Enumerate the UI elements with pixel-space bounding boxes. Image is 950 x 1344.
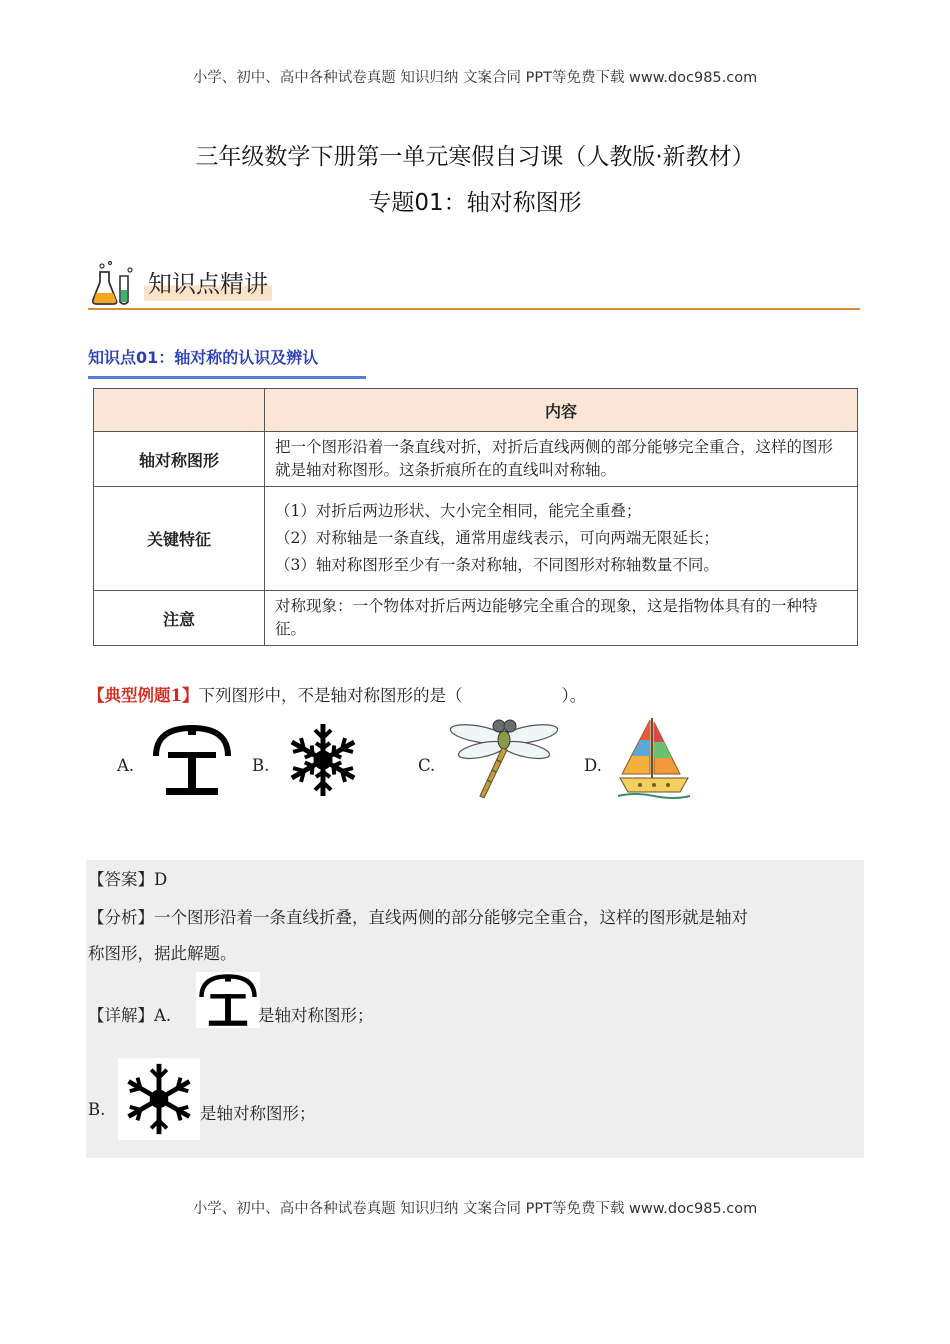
- example-tag: 【典型例题1】: [88, 686, 199, 705]
- flask-icon: [90, 260, 140, 306]
- header-banner: 小学、初中、高中各种试卷真题 知识归纳 文案合同 PPT等免费下载 www.doc985.com: [192, 70, 758, 86]
- table-header-row: [94, 389, 858, 432]
- row-key: 注意: [94, 591, 265, 646]
- row-text: （2）对称轴是一条直线，通常用虚线表示，可向两端无限延长；: [275, 529, 719, 547]
- row-text: 对称现象：一个物体对折后两边能够完全重合的现象，这是指物体具有的一种特征。: [275, 597, 818, 638]
- footer-banner: 小学、初中、高中各种试卷真题 知识归纳 文案合同 PPT等免费下载 www.doc985.com: [192, 1201, 758, 1217]
- analysis-line-2: 称图形，据此解题。: [88, 944, 237, 963]
- example-text: 下列图形中，不是轴对称图形的是（ ）。: [198, 686, 587, 705]
- option-a-label: A.: [117, 756, 135, 775]
- answer-line: 【答案】D: [88, 870, 168, 889]
- answer-box: [86, 860, 864, 1158]
- row-key: 轴对称图形: [94, 432, 265, 487]
- table-row: [94, 432, 858, 487]
- table-row: [94, 487, 858, 591]
- row-value: [265, 487, 858, 591]
- sailboat-icon: [614, 714, 694, 800]
- snowflake-icon: [118, 1058, 200, 1140]
- table-row: [94, 591, 858, 646]
- umbrella-shape-icon: [196, 972, 260, 1028]
- row-text: （1）对折后两边形状、大小完全相同，能完全重叠；: [275, 502, 642, 520]
- detail-a-text: 是轴对称图形；: [258, 1006, 374, 1025]
- knowledge-point-title: 知识点01：轴对称的认识及辨认: [88, 345, 366, 379]
- detail-b-prefix: B.: [88, 1100, 106, 1119]
- row-text: （3）轴对称图形至少有一条对称轴，不同图形对称轴数量不同。: [275, 556, 719, 574]
- analysis-line-1: 【分析】一个图形沿着一条直线折叠，直线两侧的部分能够完全重合，这样的图形就是轴对: [88, 908, 748, 927]
- dragonfly-icon: [450, 712, 558, 800]
- row-key: 关键特征: [94, 487, 265, 591]
- row-value: [265, 591, 858, 646]
- section-heading: [88, 258, 860, 310]
- umbrella-shape-icon: [150, 722, 234, 798]
- page-subtitle: 专题01：轴对称图形: [368, 190, 582, 216]
- option-c-label: C.: [418, 756, 436, 775]
- option-b-label: B.: [252, 756, 270, 775]
- table-header-empty: [94, 389, 265, 432]
- snowflake-icon: [282, 718, 364, 802]
- option-d-label: D.: [584, 756, 602, 775]
- row-value: [265, 432, 858, 487]
- knowledge-table: [93, 388, 858, 646]
- table-header-content: 内容: [265, 389, 858, 432]
- row-text: 把一个图形沿着一条直线对折，对折后直线两侧的部分能够完全重合，这样的图形就是轴对称图形。这条折痕所在的直线叫对称轴。: [275, 438, 834, 479]
- example-question: [88, 682, 586, 706]
- section-label: 知识点精讲: [144, 262, 272, 301]
- detail-b-text: 是轴对称图形；: [200, 1104, 316, 1123]
- page-title: 三年级数学下册第一单元寒假自习课（人教版·新教材）: [195, 144, 755, 170]
- detail-prefix: 【详解】A.: [88, 1006, 172, 1025]
